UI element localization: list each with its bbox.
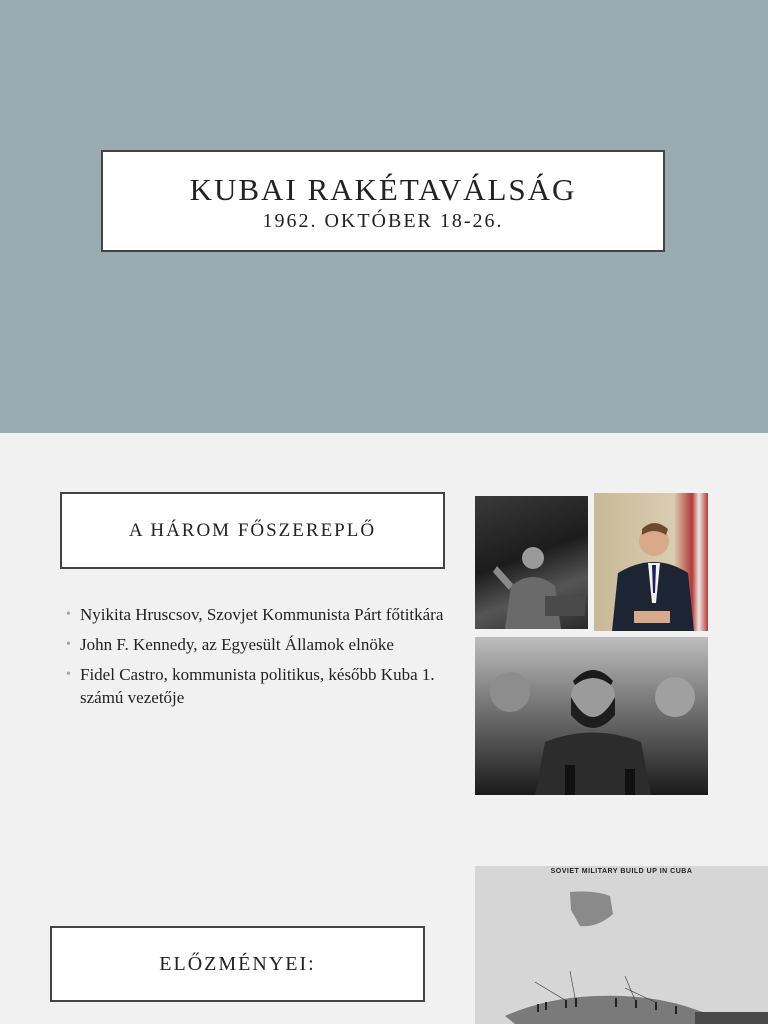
list-item <box>64 633 444 656</box>
cuba-map-icon <box>475 866 768 1024</box>
bullet-icon: • <box>66 667 71 682</box>
list-item-text: John F. Kennedy, az Egyesült Államok elnöke <box>80 635 394 654</box>
slide-subtitle: 1962. OKTÓBER 18-26. <box>262 210 504 232</box>
castro-photo <box>475 637 708 795</box>
bullet-icon: • <box>66 637 71 652</box>
title-box <box>101 150 665 252</box>
kennedy-figure-icon <box>594 493 708 631</box>
khrushchev-figure-icon <box>475 496 588 629</box>
title-slide <box>0 0 768 433</box>
main-characters-heading: A HÁROM FŐSZEREPLŐ <box>60 492 445 569</box>
kennedy-photo <box>594 493 708 631</box>
background-heading: ELŐZMÉNYEI: <box>50 926 425 1002</box>
khrushchev-photo <box>475 496 588 629</box>
castro-figure-icon <box>475 637 708 795</box>
soviet-buildup-map <box>475 866 768 1024</box>
characters-list <box>64 603 444 716</box>
bullet-icon: • <box>66 607 71 622</box>
list-item-text: Fidel Castro, kommunista politikus, később Kuba 1. számú vezetője <box>80 665 435 707</box>
map-title: SOVIET MILITARY BUILD UP IN CUBA <box>550 868 693 875</box>
list-item-text: Nyikita Hruscsov, Szovjet Kommunista Párt főtitkára <box>80 605 444 624</box>
list-item <box>64 663 444 709</box>
slide-title: KUBAI RAKÉTAVÁLSÁG <box>189 172 577 207</box>
list-item <box>64 603 444 626</box>
